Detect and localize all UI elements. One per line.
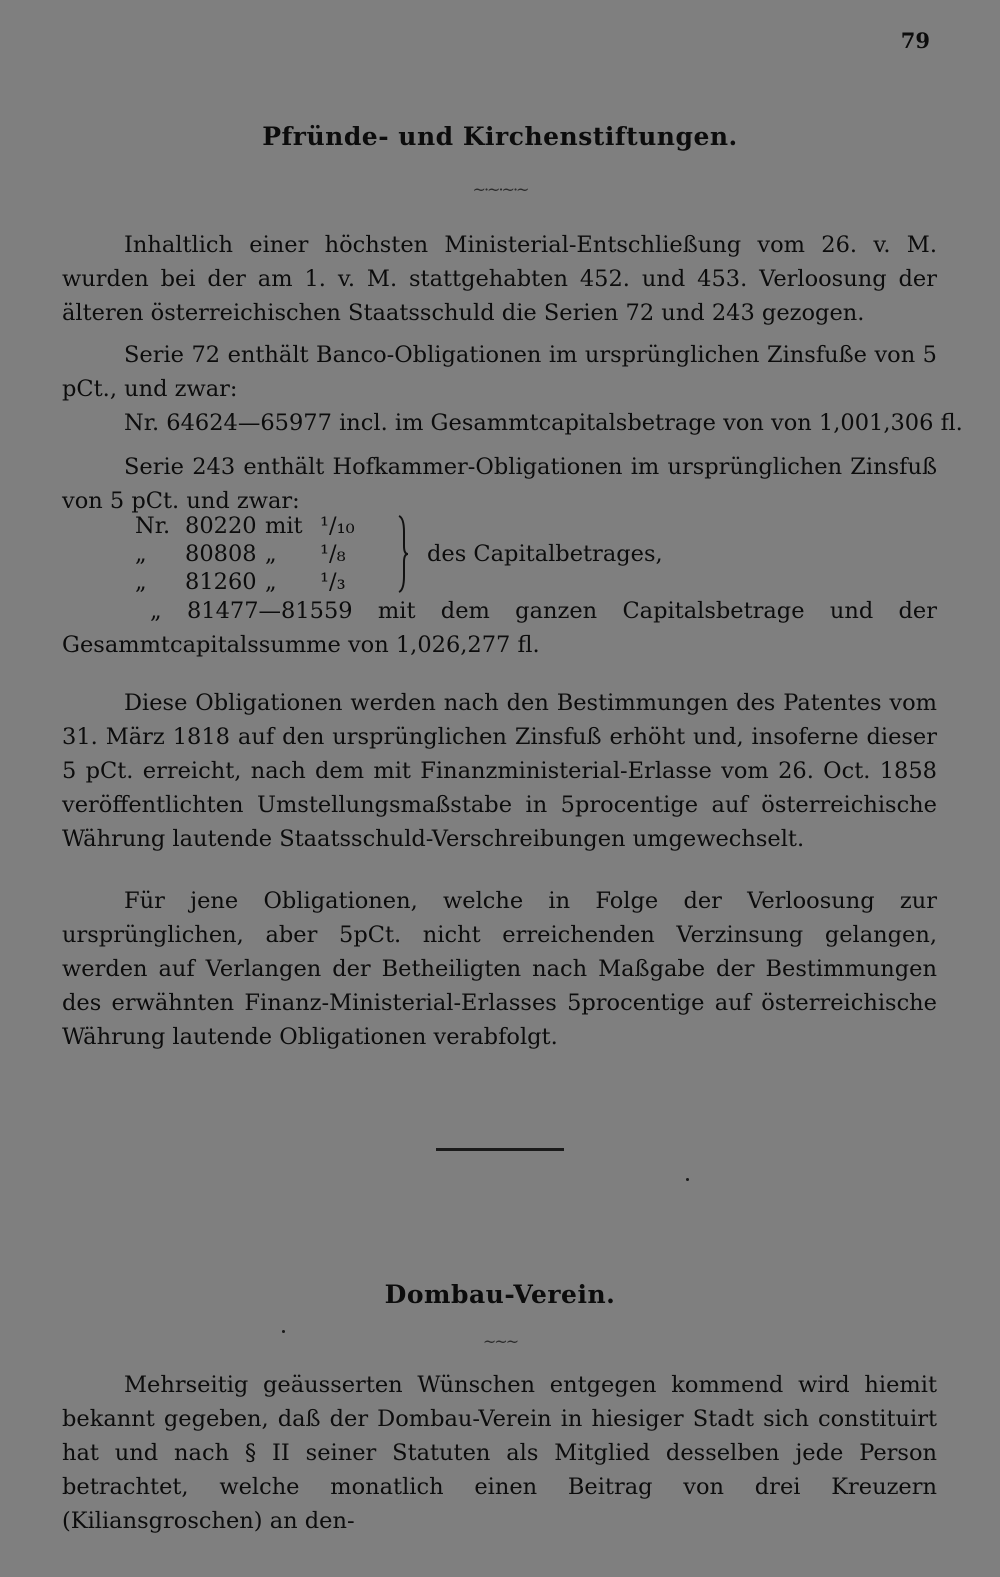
row-prefix: Nr. — [135, 513, 171, 539]
paragraph-obligations-interest: Für jene Obligationen, welche in Folge der Verloosung zur ursprünglichen, aber 5pCt. nicht erreichenden Verzinsung gelangen, werden auf Verlangen der Betheiligten nach Maßgabe der Bestimmungen des erwähnten Finanz-Ministerial-Erlasses 5procentige auf österreichische Währung lautende Obligationen verabfolgt. — [62, 888, 937, 1050]
section-heading-dombau: Dombau-Verein. — [384, 1280, 616, 1309]
list-item — [135, 540, 360, 568]
paragraph-serie-72: Serie 72 enthält Banco-Obligationen im ursprünglichen Zinsfuße von 5 pCt., und zwar: — [62, 342, 937, 402]
curly-brace-icon — [395, 512, 409, 596]
row-fraction: ¹/₃ — [320, 569, 346, 595]
paragraph-obligations-conversion: Diese Obligationen werden nach den Bestimmungen des Patentes vom 31. März 1818 auf den ursprünglichen Zinsfuß erhöht und, insoferne dieser 5 pCt. erreicht, nach dem mit Finanzministerial-Erlasse vom 26. Oct. 1858 veröffentlichten Umstellungsmaßstabe in 5procentige auf österreichische Währung lautende Staatsschuld-Verschreibungen umgewechselt. — [62, 690, 937, 852]
row-fraction: ¹/₈ — [320, 541, 346, 567]
brace-label: des Capitalbetrages, — [427, 541, 663, 567]
print-speck — [686, 1178, 689, 1181]
section-divider-rule — [436, 1148, 564, 1151]
section-heading-pfruende: Pfründe- und Kirchenstiftungen. — [262, 122, 738, 151]
paragraph-serie-243: Serie 243 enthält Hofkammer-Obligationen im ursprünglichen Zinsfuß von 5 pCt. und zwar: — [62, 454, 937, 514]
row-fraction: ¹/₁₀ — [320, 513, 355, 539]
row-number: 80808 — [185, 541, 257, 567]
paragraph-serie-243-range: „ 81477—81559 mit dem ganzen Capitalsbetrage und der Gesammtcapitalssumme von 1,026,277 fl. — [62, 598, 937, 658]
ornament-divider: ~~~ — [482, 1332, 518, 1351]
list-item — [135, 512, 360, 540]
row-word: „ — [265, 541, 277, 567]
page-number: 79 — [900, 28, 930, 53]
paragraph-dombau-verein: Mehrseitig geäusserten Wünschen entgegen kommend wird hiemit bekannt gegeben, daß der Dombau-Verein in hiesiger Stadt sich constituirt hat und nach § II seiner Statuten als Mitglied desselben jede Person betrachtet, welche monatlich einen Beitrag von drei Kreuzern (Kiliansgroschen) an den- — [62, 1372, 937, 1534]
row-prefix: „ — [135, 541, 147, 567]
list-item — [135, 568, 360, 596]
row-word: „ — [265, 569, 277, 595]
serie-72-numbers-line: Nr. 64624—65977 incl. im Gesammtcapitalsbetrage von von 1,001,306 fl. — [124, 410, 963, 436]
row-word: mit — [265, 513, 303, 539]
ornament-divider: ~·~·~·~ — [472, 180, 528, 199]
row-number: 81260 — [185, 569, 257, 595]
row-number: 80220 — [185, 513, 257, 539]
row-prefix: „ — [135, 569, 147, 595]
paragraph-ministerial-decision: Inhaltlich einer höchsten Ministerial-Entschließung vom 26. v. M. wurden bei der am 1. v. M. stattgehabten 452. und 453. Verloosung der älteren österreichischen Staatsschuld die Serien 72 und 243 gezogen. — [62, 232, 937, 326]
